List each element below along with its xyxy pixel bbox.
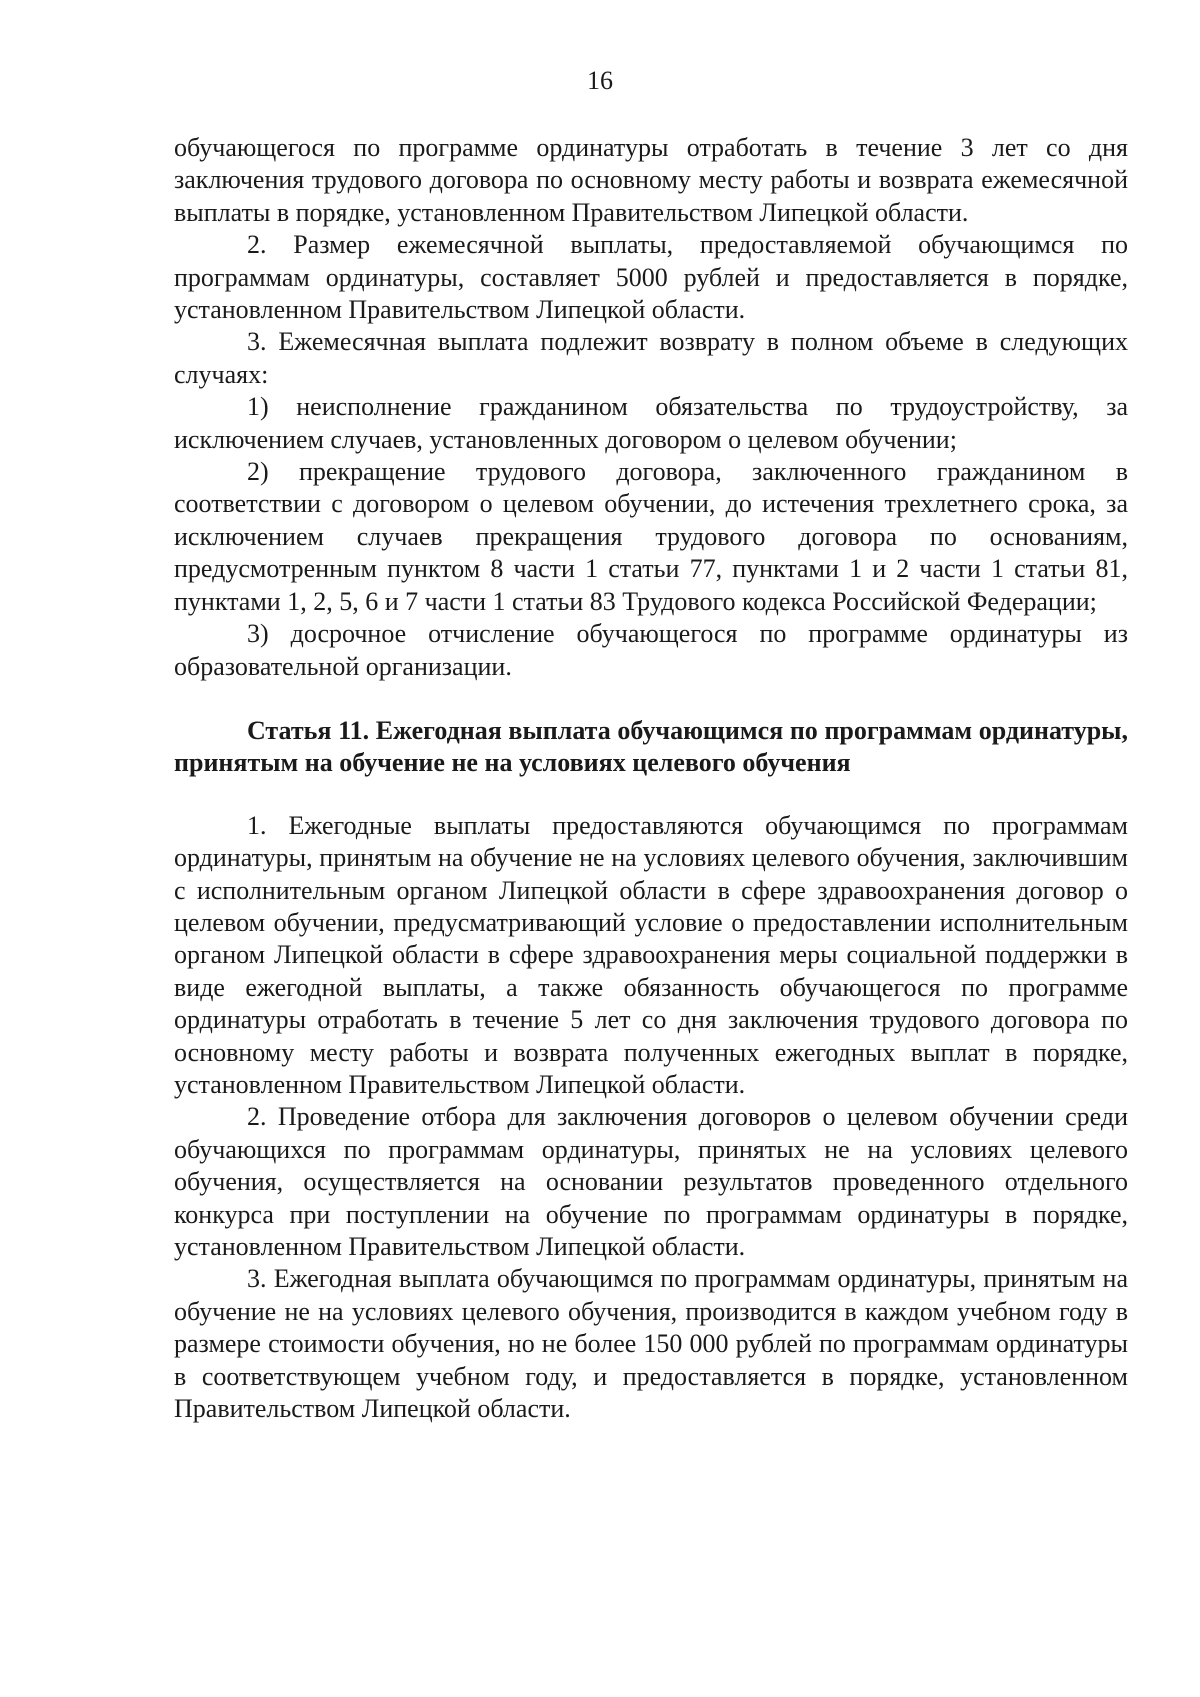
article-heading: Статья 11. Ежегодная выплата обучающимся по программам ординатуры, принятым на обучение не на условиях целевого обучения bbox=[174, 715, 1128, 778]
subitem-2: 2) прекращение трудового договора, заключенного гражданином в соответствии с договором о целевом обучении, до истечения трехлетнего срока, за исключением случаев прекращения трудового договора по основаниям, предусмотренным пунктом 8 части 1 статьи 77, пунктами 1 и 2 части 1 статьи 81, пунктами 1, 2, 5, 6 и 7 части 1 статьи 83 Трудового кодекса Российской Федерации; bbox=[174, 457, 1128, 616]
paragraph-item-2: 2. Размер ежемесячной выплаты, предоставляемой обучающимся по программам ординатуры, составляет 5000 рублей и предоставляется в порядке, установленном Правительством Липецкой области. bbox=[174, 230, 1128, 325]
page-number: 16 bbox=[587, 66, 613, 95]
article-paragraph-1: 1. Ежегодные выплаты предоставляются обучающимся по программам ординатуры, принятым на обучение не на условиях целевого обучения, заключившим с исполнительным органом Липецкой области в сфере здравоохранения договор о целевом обучении, предусматривающий условие о предоставлении исполнительным органом Липецкой области в сфере здравоохранения меры социальной поддержки в виде ежегодной выплаты, а также обязанность обучающегося по программе ординатуры отработать в течение 5 лет со дня заключения трудового договора по основному месту работы и возврата полученных ежегодных выплат в порядке, установленном Правительством Липецкой области. bbox=[174, 810, 1128, 1099]
article-paragraph-2: 2. Проведение отбора для заключения договоров о целевом обучении среди обучающихся по программам ординатуры, принятых не на условиях целевого обучения, осуществляется на основании результатов проведенного отдельного конкурса при поступлении на обучение по программам ординатуры в порядке, установленном Правительством Липецкой области. bbox=[174, 1102, 1128, 1261]
paragraph-item-3: 3. Ежемесячная выплата подлежит возврату в полном объеме в следующих случаях: bbox=[174, 327, 1128, 389]
subitem-1: 1) неисполнение гражданином обязательства по трудоустройству, за исключением случаев, установленных договором о целевом обучении; bbox=[174, 392, 1128, 454]
document-body bbox=[174, 132, 1128, 1425]
article-paragraph-3: 3. Ежегодная выплата обучающимся по программам ординатуры, принятым на обучение не на условиях целевого обучения, производится в каждом учебном году в размере стоимости обучения, но не более 150 000 рублей по программам ординатуры в соответствующем учебном году, и предоставляется в порядке, установленном Правительством Липецкой области. bbox=[174, 1264, 1128, 1424]
paragraph-continuation: обучающегося по программе ординатуры отработать в течение 3 лет со дня заключения трудового договора по основному месту работы и возврата ежемесячной выплаты в порядке, установленном Правительством Липецкой области. bbox=[174, 133, 1128, 227]
subitem-3: 3) досрочное отчисление обучающегося по программе ординатуры из образовательной организации. bbox=[174, 619, 1128, 681]
